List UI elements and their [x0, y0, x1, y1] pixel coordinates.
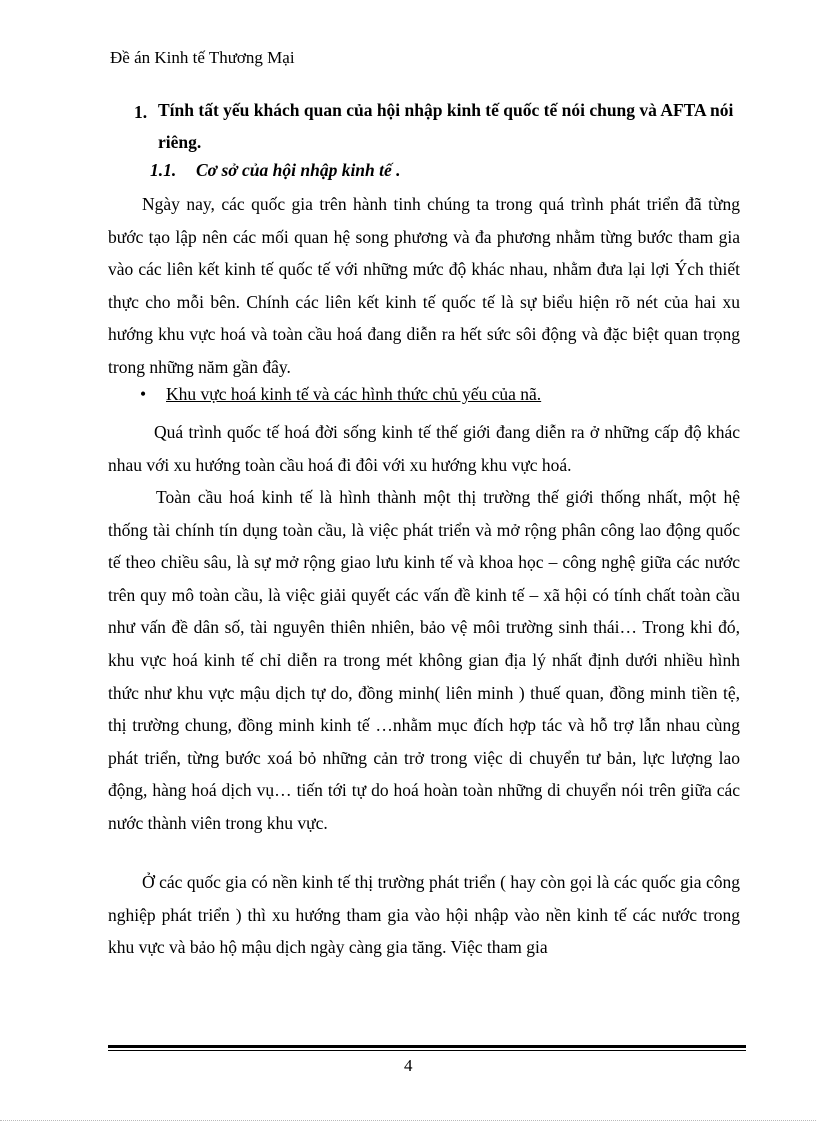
- bullet-text: Khu vực hoá kinh tế và các hình thức chủ yếu của nã.: [166, 384, 542, 404]
- header-title: Đề án Kinh tế Thương Mại: [110, 48, 295, 67]
- page-edge-divider: [0, 1120, 816, 1121]
- section-1-1-number: 1.1.: [150, 160, 177, 180]
- paragraph-3-block: [108, 481, 740, 840]
- footer-rule-thin: [108, 1050, 746, 1051]
- section-1-1-title: Cơ sở của hội nhập kinh tế .: [196, 160, 401, 180]
- bullet-icon: •: [140, 384, 147, 404]
- bullet-item: [140, 384, 541, 405]
- paragraph-2-block: [108, 416, 740, 481]
- paragraph-4: Ở các quốc gia có nền kinh tế thị trường phát triển ( hay còn gọi là các quốc gia công nghiệp phát triển ) thì xu hướng tham gia vào hội nhập vào nền kinh tế các nước trong khu vực và bảo hộ mậu dịch ngày càng gia tăng. Việc tham gia: [108, 872, 740, 958]
- section-1-heading: [134, 94, 744, 158]
- footer-rule-thick: [108, 1045, 746, 1048]
- section-1-1-heading: [150, 160, 401, 181]
- paragraph-1: Ngày nay, các quốc gia trên hành tinh chúng ta trong quá trình phát triển đã từng bước tạo lập nên các mối quan hệ song phương và đa phương nhằm từng bước tham gia vào các liên kết kinh tế quốc tế với những mức độ khác nhau, nhằm đưa lại lợi Ých thiết thực cho mỗi bên. Chính các liên kết kinh tế quốc tế là sự biểu hiện rõ nét của hai xu hướng khu vực hoá và toàn cầu hoá đang diễn ra hết sức sôi động và đặc biệt quan trọng trong những năm gần đây.: [108, 194, 740, 377]
- section-1-title: Tính tất yếu khách quan của hội nhập kinh tế quốc tế nói chung và AFTA nói riêng.: [158, 100, 734, 152]
- paragraph-2: Quá trình quốc tế hoá đời sống kinh tế thế giới đang diễn ra ở những cấp độ khác nhau với xu hướng toàn cầu hoá đi đôi với xu hướng khu vực hoá.: [108, 422, 740, 475]
- paragraph-3: Toàn cầu hoá kinh tế là hình thành một thị trường thế giới thống nhất, một hệ thống tài chính tín dụng toàn cầu, là việc phát triển và mở rộng phân công lao động quốc tế theo chiều sâu, là sự mở rộng giao lưu kinh tế và khoa học – công nghệ giữa các nước trên quy mô toàn cầu, là việc giải quyết các vấn đề kinh tế – xã hội có tính chất toàn cầu như vấn đề dân số, tài nguyên thiên nhiên, bảo vệ môi trường sinh thái… Trong khi đó, khu vực hoá kinh tế chỉ diễn ra trong mét không gian địa lý nhất định dưới nhiều hình thức như khu vực mậu dịch tự do, đồng minh( liên minh ) thuế quan, đồng minh tiền tệ, thị trường chung, đồng minh kinh tế …nhằm mục đích hợp tác và hỗ trợ lẫn nhau cùng phát triển, từng bước xoá bỏ những cản trở trong việc di chuyển tư bản, lực lượng lao động, hàng hoá dịch vụ… tiến tới tự do hoá hoàn toàn những di chuyển nói trên giữa các nước thành viên trong khu vực.: [108, 487, 740, 833]
- paragraph-1-block: [108, 188, 740, 384]
- section-1-number: 1.: [134, 102, 148, 122]
- paragraph-4-block: [108, 866, 740, 964]
- page-number: 4: [404, 1056, 413, 1075]
